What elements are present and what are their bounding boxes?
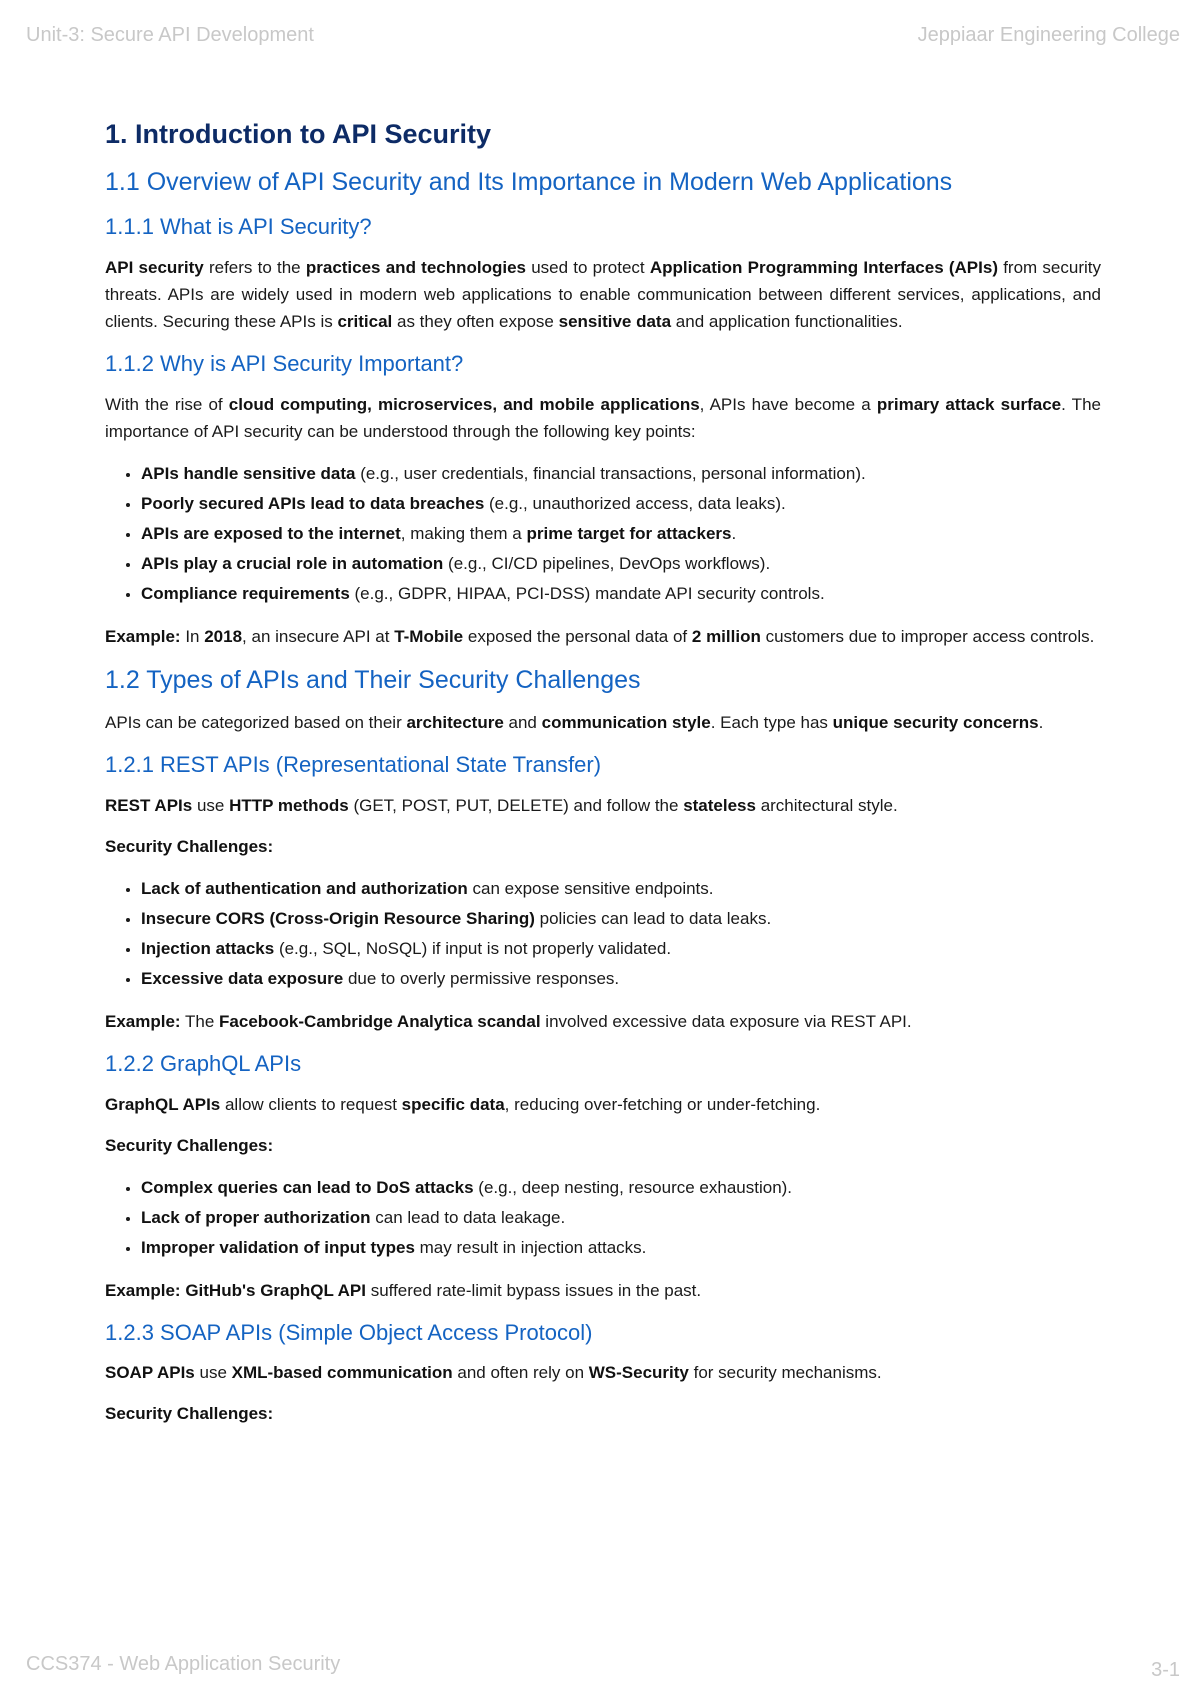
- importance-list: [105, 459, 1101, 609]
- document-body: [105, 116, 1101, 1441]
- rest-example-paragraph: Example: The Facebook-Cambridge Analytica scandal involved excessive data exposure via REST API.: [105, 1012, 912, 1031]
- rest-intro-paragraph: REST APIs use HTTP methods (GET, POST, PUT, DELETE) and follow the stateless architectural style.: [105, 796, 898, 815]
- header-unit-title: Unit-3: Secure API Development: [26, 24, 314, 46]
- list-item: • Complex queries can lead to DoS attacks (e.g., deep nesting, resource exhaustion).: [141, 1173, 1101, 1203]
- list-item: • Injection attacks (e.g., SQL, NoSQL) if input is not properly validated.: [141, 934, 1101, 964]
- soap-intro-paragraph: SOAP APIs use XML-based communication and often rely on WS-Security for security mechanisms.: [105, 1363, 882, 1383]
- list-item: • Poorly secured APIs lead to data breaches (e.g., unauthorized access, data leaks).: [141, 489, 1101, 519]
- list-item: • APIs play a crucial role in automation (e.g., CI/CD pipelines, DevOps workflows).: [141, 549, 1101, 579]
- list-item: • Lack of authentication and authorization can expose sensitive endpoints.: [141, 874, 1101, 904]
- graphql-challenges-label: Security Challenges:: [105, 1135, 274, 1155]
- section-1-2-3-heading: 1.2.3 SOAP APIs (Simple Object Access Protocol): [105, 1319, 593, 1345]
- rest-challenges-list: [105, 874, 1101, 994]
- why-important-paragraph: With the rise of cloud computing, microservices, and mobile applications, APIs have become a primary attack surface. The importance of API security can be understood through the following key points:: [105, 394, 1101, 441]
- list-item: • Compliance requirements (e.g., GDPR, HIPAA, PCI-DSS) mandate API security controls.: [141, 579, 1101, 609]
- graphql-challenges-list: [105, 1173, 1101, 1263]
- api-types-intro-paragraph: APIs can be categorized based on their architecture and communication style. Each type has unique security concerns.: [105, 713, 1044, 733]
- soap-challenges-label: Security Challenges:: [105, 1404, 274, 1424]
- page-title: 1. Introduction to API Security: [105, 119, 492, 149]
- list-item: • Excessive data exposure due to overly permissive responses.: [141, 964, 1101, 994]
- graphql-intro-paragraph: GraphQL APIs allow clients to request specific data, reducing over-fetching or under-fetching.: [105, 1094, 821, 1114]
- list-item: • Insecure CORS (Cross-Origin Resource Sharing) policies can lead to data leaks.: [141, 904, 1101, 934]
- footer-course-title: CCS374 - Web Application Security: [26, 1653, 341, 1675]
- list-item: • Improper validation of input types may result in injection attacks.: [141, 1233, 1101, 1263]
- graphql-example-paragraph: Example: GitHub's GraphQL API suffered rate-limit bypass issues in the past.: [105, 1280, 702, 1300]
- page-number: 3-1: [1151, 1659, 1180, 1681]
- list-item: • APIs are exposed to the internet, making them a prime target for attackers.: [141, 519, 1101, 549]
- section-1-2-2-heading: 1.2.2 GraphQL APIs: [105, 1051, 302, 1076]
- section-1-2-heading: 1.2 Types of APIs and Their Security Challenges: [105, 665, 641, 694]
- tmobile-example-paragraph: Example: In 2018, an insecure API at T-Mobile exposed the personal data of 2 million customers due to improper access controls.: [105, 626, 1095, 646]
- header-college-name: Jeppiaar Engineering College: [917, 24, 1180, 46]
- section-1-1-heading: 1.1 Overview of API Security and Its Importance in Modern Web Applications: [105, 168, 953, 197]
- running-header: [26, 24, 1180, 47]
- section-1-1-2-heading: 1.1.2 Why is API Security Important?: [105, 350, 464, 376]
- section-1-1-1-heading: 1.1.1 What is API Security?: [105, 214, 372, 240]
- running-footer: [26, 1653, 1180, 1682]
- list-item: • Lack of proper authorization can lead to data leakage.: [141, 1203, 1101, 1233]
- section-1-2-1-heading: 1.2.1 REST APIs (Representational State Transfer): [105, 752, 602, 778]
- what-is-api-security-paragraph: API security refers to the practices and technologies used to protect Application Programming Interfaces (APIs) from security threats. APIs are widely used in modern web applications to enable communication between different services, applications, and clients. Securing these APIs is critical as they often expose sensitive data and application functionalities.: [105, 257, 1101, 331]
- list-item: • APIs handle sensitive data (e.g., user credentials, financial transactions, personal information).: [141, 459, 1101, 489]
- rest-challenges-label: Security Challenges:: [105, 837, 274, 856]
